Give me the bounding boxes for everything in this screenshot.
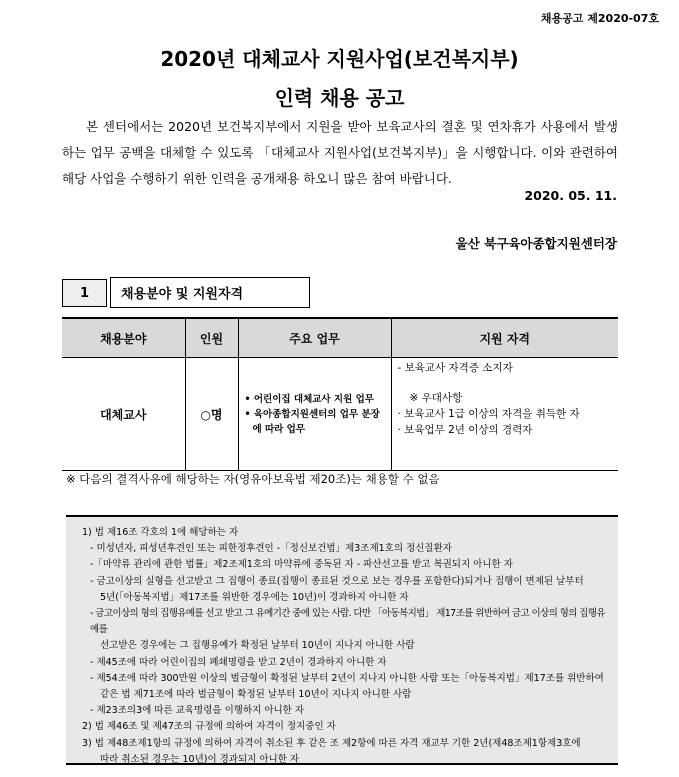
- table-header: 지원 자격: [391, 318, 618, 358]
- list-item: 1) 법 제16조 각호의 1에 해당하는 자: [82, 527, 239, 538]
- list-item: 3) 법 제48조제1항의 규정에 의하여 자격이 취소된 후 같은 조 제2항에 따른 자격 재교부 기한 2년(제48조제1항제3호에: [82, 737, 581, 749]
- intro-paragraph: 본 센터에서는 2020년 보건복지부에서 지원을 받아 보육교사의 결혼 및 연차휴가 사용에서 발생하는 업무 공백을 대체할 수 있도록 「대체교사 지원사업(보건복지부)」을 시행합니다. 이와 관련하여 해당 사업을 수행하기 위한 인력을 공개채용 하오니 많은 참여 바랍니다.: [62, 119, 618, 186]
- list-item: - 금고이상의 실형을 선고받고 그 집행이 종료(집행이 종료된 것으로 보는 경우를 포함한다)되거나 집행이 면제된 날부터: [90, 575, 584, 587]
- notice-number: 채용공고 제2020-07호: [540, 12, 659, 25]
- qual-item: · 보육교사 1급 이상의 자격을 취득한 자: [397, 408, 580, 420]
- qualifications-cell: [391, 358, 618, 471]
- duties-cell: [238, 358, 391, 471]
- section-title: 채용분야 및 지원자격: [110, 277, 310, 308]
- list-item: 같은 법 제71조에 따라 벌금형이 확정된 날부터 10년이 지나지 아니한 사람: [100, 689, 412, 701]
- notice-date: 2020. 05. 11.: [524, 188, 617, 203]
- page-title: 2020년 대체교사 지원사업(보건복지부): [160, 47, 519, 71]
- qual-item: - 보육교사 자격증 소지자: [397, 362, 513, 374]
- list-item: - 제54조에 따라 300만원 이상의 벌금형이 확정된 날부터 2년이 지나지 아니한 사람 또는「아동복지법」제17조를 위반하여: [90, 672, 604, 684]
- list-item: 5년(「아동복지법」제17조를 위반한 경우에는 10년)이 경과하지 아니한 자: [100, 591, 409, 603]
- list-item: - 제23조의3에 따른 교육명령을 이행하지 아니한 자: [90, 705, 305, 717]
- disqualification-note: ※ 다음의 결격사유에 해당하는 자(영유아보육법 제20조)는 채용할 수 없음: [66, 472, 440, 486]
- qual-item: · 보육업무 2년 이상의 경력자: [397, 424, 533, 436]
- page-subtitle: 인력 채용 공고: [274, 86, 405, 110]
- list-item: - 제45조에 따라 어린이집의 폐쇄명령을 받고 2년이 경과하지 아니한 자: [90, 656, 387, 668]
- field-cell: 대체교사: [62, 358, 185, 471]
- qual-item: ※ 우대사항: [409, 392, 463, 404]
- list-item: 2) 법 제46조 및 제47조의 규정에 의하여 자격이 정지중인 자: [82, 721, 336, 733]
- list-item: -「마약류 관리에 관한 법률」제2조제1호의 마약류에 중독된 자 - 파산선고를 받고 복권되지 아니한 자: [90, 559, 513, 571]
- table-header: 인원: [185, 318, 238, 358]
- duty-item: • 어린이집 대체교사 지원 업무: [244, 393, 374, 405]
- table-row: [62, 358, 618, 471]
- section-number: 1: [62, 279, 107, 307]
- signer: 울산 북구육아종합지원센터장: [455, 236, 617, 251]
- table-header: 채용분야: [62, 318, 185, 358]
- table-header: 주요 업무: [238, 318, 391, 358]
- list-item: - 금고이상의 형의 집행유예를 선고 받고 그 유예기간 중에 있는 사람. 다만 「아동복지법」 제17조를 위반하여 금고 이상의 형의 집행유예를: [90, 608, 605, 636]
- recruitment-table: [62, 317, 618, 471]
- disqualification-box: [66, 515, 618, 765]
- duty-item: • 육아종합지원센터의 업무 분장에 따라 업무: [244, 408, 380, 435]
- list-item: - 미성년자, 피성년후견인 또는 피한정후견인 -「정신보건법」제3조제1호의 정신질환자: [90, 543, 452, 555]
- count-cell: ○명: [185, 358, 238, 471]
- table-header-row: [62, 318, 618, 358]
- list-item: 선고받은 경우에는 그 집행유예가 확정된 날부터 10년이 지나지 아니한 사람: [100, 640, 415, 652]
- list-item: 따라 취소된 경우는 10년)이 경과되지 아니한 자: [100, 753, 300, 765]
